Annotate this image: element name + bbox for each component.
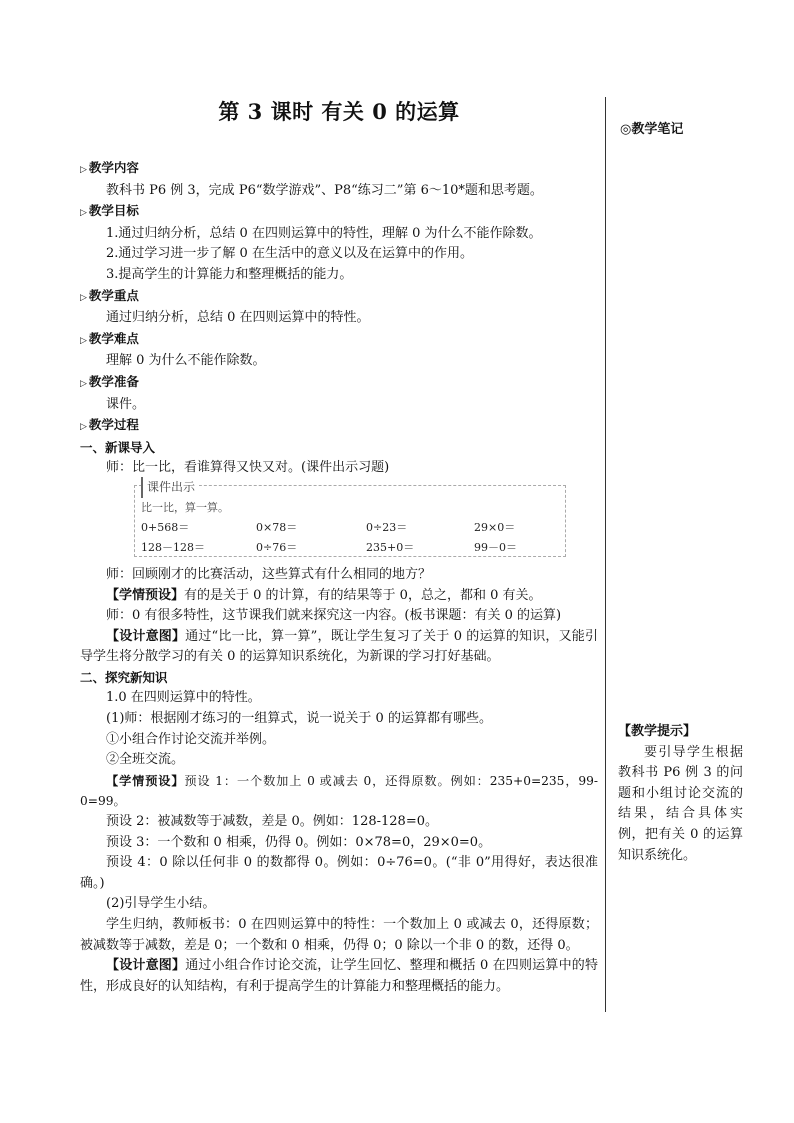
teacher-line: 师：比一比，看谁算得又快又对。(课件出示习题) — [106, 460, 390, 476]
exercise: 0+568＝ — [141, 520, 190, 534]
courseware-title: 课件出示 — [141, 477, 199, 498]
exercise: 235+0＝ — [366, 540, 415, 554]
tip-title: 【教学提示】 — [618, 724, 697, 739]
margin-divider — [605, 97, 606, 1012]
preset-paragraph: 【学情预设】有的是关于 0 的计算，有的结果等于 0，总之，都和 0 有关。 — [106, 587, 542, 603]
step-text: ①小组合作讨论交流并举例。 — [106, 731, 276, 747]
goal-item: 2.通过学习进一步了解 0 在生活中的意义以及在运算中的作用。 — [106, 246, 473, 262]
preset-item: 预设 4：0 除以任何非 0 的数都得 0。例如：0÷76=0。(“非 0”用得好，表达很准确。) — [80, 855, 598, 891]
courseware-box — [134, 479, 566, 557]
section-difficulty-heading: ▷ 教学难点 — [80, 330, 139, 346]
triangle-icon: ▷ — [80, 378, 87, 389]
triangle-icon: ▷ — [80, 422, 87, 433]
preset-paragraph: 【学情预设】预设 1：一个数加上 0 或减去 0，还得原数。例如：235+0=235，99-0=99。 — [80, 773, 599, 809]
triangle-icon: ▷ — [80, 335, 87, 346]
exercise: 0×78＝ — [256, 520, 298, 534]
exercise: 99－0＝ — [474, 540, 517, 554]
intent-paragraph: 【设计意图】通过“比一比，算一算”，既让学生复习了关于 0 的运算的知识，又能引导学生将分散学习的有关 0 的运算知识系统化，为新课的学习打好基础。 — [80, 628, 598, 665]
step-text: (2)引导学生小结。 — [106, 896, 216, 912]
exercise: 0÷23＝ — [366, 520, 408, 534]
section-goals-heading: ▷ 教学目标 — [80, 203, 139, 219]
content-text: 教科书 P6 例 3，完成 P6“数学游戏”、P8“练习二”第 6～10*题和思考题。 — [106, 182, 543, 198]
goal-item: 3.提高学生的计算能力和整理概括的能力。 — [106, 266, 353, 282]
page-title: 第 3 课时 有关 0 的运算 — [218, 99, 460, 124]
key-text: 通过归纳分析，总结 0 在四则运算中的特性。 — [106, 310, 370, 326]
triangle-icon: ▷ — [80, 292, 87, 303]
preset-item: 预设 3：一个数和 0 相乘，仍得 0。例如：0×78=0，29×0=0。 — [106, 834, 492, 850]
teacher-line: 师：回顾刚才的比赛活动，这些算式有什么相同的地方？ — [106, 566, 432, 582]
summary-text: 学生归纳，教师板书：0 在四则运算中的特性：一个数加上 0 或减去 0，还得原数；被减数等于减数，差是 0；一个数和 0 相乘，仍得 0；0 除以一个非 0 的数，还得 0。 — [80, 917, 598, 953]
teacher-line: 师：0 有很多特性，这节课我们就来探究这一内容。(板书课题：有关 0 的运算) — [106, 608, 562, 624]
preset-item: 预设 2：被减数等于减数，差是 0。例如：128-128=0。 — [106, 814, 438, 830]
tip-body: 要引导学生根据教科书 P6 例 3 的问题和小组讨论交流的结果，结合具体实例，把有关 0 的运算知识系统化。 — [618, 744, 743, 863]
part2-heading: 二、探究新知识 — [80, 669, 168, 685]
part1-heading: 一、新课导入 — [80, 439, 156, 455]
exercise: 128－128＝ — [141, 540, 205, 554]
triangle-icon: ▷ — [80, 165, 87, 175]
triangle-icon: ▷ — [80, 208, 87, 219]
teaching-tip — [618, 722, 743, 866]
courseware-subtitle: 比一比，算一算。 — [141, 500, 229, 514]
prep-text: 课件。 — [106, 396, 146, 412]
goal-item: 1.通过归纳分析，总结 0 在四则运算中的特性，理解 0 为什么不能作除数。 — [106, 225, 542, 241]
item-text: 1.0 在四则运算中的特性。 — [106, 690, 261, 706]
difficulty-text: 理解 0 为什么不能作除数。 — [106, 353, 266, 369]
section-prep-heading: ▷ 教学准备 — [80, 373, 139, 389]
step-text: ②全班交流。 — [106, 752, 185, 768]
step-text: (1)师：根据刚才练习的一组算式，说一说关于 0 的运算都有哪些。 — [106, 711, 492, 727]
lesson-plan-body — [80, 98, 598, 997]
exercise: 0÷76＝ — [256, 540, 298, 554]
intent-paragraph: 【设计意图】通过小组合作讨论交流，让学生回忆、整理和概括 0 在四则运算中的特性，形成良好的认知结构，有利于提高学生的计算能力和整理概括的能力。 — [80, 958, 598, 994]
exercise: 29×0＝ — [474, 520, 516, 534]
section-process-heading: ▷ 教学过程 — [80, 417, 139, 433]
section-content-heading: ▷ 教学内容 — [80, 160, 139, 175]
notes-heading: ◎教学笔记 — [620, 122, 684, 137]
section-key-heading: ▷ 教学重点 — [80, 287, 139, 303]
